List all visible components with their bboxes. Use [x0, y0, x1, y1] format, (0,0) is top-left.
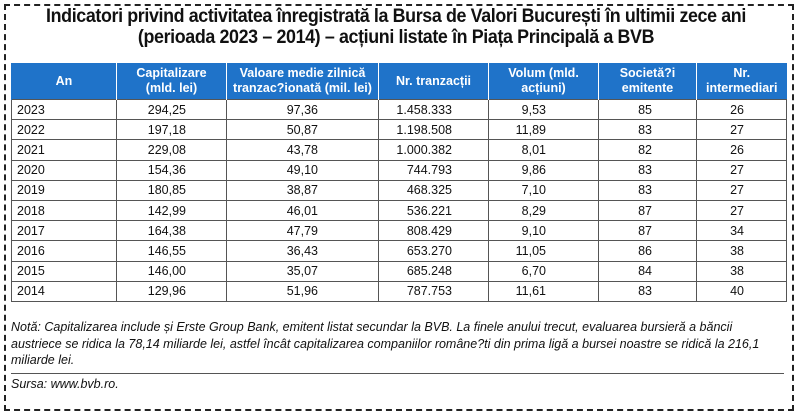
table-cell: 7,10 [489, 180, 599, 200]
table-cell: 1.458.333 [379, 100, 489, 120]
table-row [12, 281, 787, 301]
table-cell: 87 [599, 200, 697, 220]
table-cell: 2017 [12, 221, 117, 241]
table-cell: 154,36 [117, 160, 227, 180]
column-header-line: Capitalizare [136, 66, 207, 80]
table-cell: 51,96 [227, 281, 379, 301]
table-cell: 11,89 [489, 120, 599, 140]
table-cell: 83 [599, 180, 697, 200]
source-divider [11, 373, 784, 374]
table-row [12, 221, 787, 241]
table-cell: 9,10 [489, 221, 599, 241]
table-cell: 85 [599, 100, 697, 120]
table-cell: 685.248 [379, 261, 489, 281]
column-header-line: An [55, 73, 73, 88]
table-cell: 38 [697, 241, 787, 261]
table-cell: 129,96 [117, 281, 227, 301]
table-cell: 9,53 [489, 100, 599, 120]
table-cell: 87 [599, 221, 697, 241]
column-header [117, 63, 227, 100]
table-cell: 8,29 [489, 200, 599, 220]
table-cell: 1.198.508 [379, 120, 489, 140]
table-row [12, 241, 787, 261]
table-cell: 26 [697, 140, 787, 160]
table-cell: 26 [697, 100, 787, 120]
column-header [379, 63, 489, 100]
table-cell: 164,38 [117, 221, 227, 241]
column-header-line: emitente [621, 81, 674, 95]
table-cell: 11,61 [489, 281, 599, 301]
table-cell: 744.793 [379, 160, 489, 180]
table-row [12, 120, 787, 140]
table-cell: 2014 [12, 281, 117, 301]
table-cell: 27 [697, 200, 787, 220]
column-header-line: Societă?i [619, 66, 676, 80]
table-cell: 180,85 [117, 180, 227, 200]
table-row [12, 200, 787, 220]
table-cell: 787.753 [379, 281, 489, 301]
column-header-line: Valoare medie zilnică [239, 66, 366, 80]
table-row [12, 261, 787, 281]
source-text: Sursa: www.bvb.ro. [11, 377, 119, 391]
column-header [599, 63, 697, 100]
table-body [12, 100, 787, 302]
column-header [489, 63, 599, 100]
indicators-table [11, 63, 787, 302]
table-cell: 8,01 [489, 140, 599, 160]
table-cell: 38,87 [227, 180, 379, 200]
title-line-1: Indicatori privind activitatea înregistrată la Bursa de Valori București în ultimii zece ani [46, 6, 746, 27]
table-cell: 27 [697, 160, 787, 180]
table-cell: 2021 [12, 140, 117, 160]
table-cell: 83 [599, 120, 697, 140]
table-cell: 468.325 [379, 180, 489, 200]
table-cell: 142,99 [117, 200, 227, 220]
column-header-line: (mld. lei) [145, 81, 198, 95]
table-cell: 2018 [12, 200, 117, 220]
column-header-line: tranzac?ionată (mil. lei) [233, 81, 372, 95]
table-cell: 1.000.382 [379, 140, 489, 160]
table-cell: 2015 [12, 261, 117, 281]
table-cell: 294,25 [117, 100, 227, 120]
column-header [227, 63, 379, 100]
table-cell: 9,86 [489, 160, 599, 180]
table-cell: 536.221 [379, 200, 489, 220]
footnote: Notă: Capitalizarea include și Erste Group Bank, emitent listat secundar la BVB. La finele anului trecut, evaluarea bursieră a băncii austriece se ridica la 78,14 miliarde lei, astfel încât capitalizarea companiilor române?ti din prima ligă a bursei noastre se ridică la 216,1 miliarde lei. [11, 320, 760, 367]
table-cell: 82 [599, 140, 697, 160]
table-cell: 35,07 [227, 261, 379, 281]
table-cell: 11,05 [489, 241, 599, 261]
table-cell: 229,08 [117, 140, 227, 160]
table-cell: 146,55 [117, 241, 227, 261]
table-header-row [12, 63, 787, 100]
table-cell: 84 [599, 261, 697, 281]
column-header-line: Nr. intermediari [705, 66, 778, 95]
table-cell: 38 [697, 261, 787, 281]
table-cell: 50,87 [227, 120, 379, 140]
table-cell: 43,78 [227, 140, 379, 160]
table-cell: 2019 [12, 180, 117, 200]
column-header [697, 63, 787, 100]
table-cell: 83 [599, 281, 697, 301]
table-cell: 36,43 [227, 241, 379, 261]
table-cell: 97,36 [227, 100, 379, 120]
column-header [12, 63, 117, 100]
table-cell: 47,79 [227, 221, 379, 241]
table-cell: 27 [697, 180, 787, 200]
table-cell: 2022 [12, 120, 117, 140]
table-cell: 86 [599, 241, 697, 261]
column-header-line: acțiuni) [521, 81, 566, 95]
column-header-line: Volum (mld. [508, 66, 579, 80]
page-title [31, 6, 760, 48]
table-cell: 197,18 [117, 120, 227, 140]
table-cell: 146,00 [117, 261, 227, 281]
table-cell: 46,01 [227, 200, 379, 220]
table-cell: 49,10 [227, 160, 379, 180]
table-row [12, 160, 787, 180]
table-cell: 27 [697, 120, 787, 140]
table-row [12, 100, 787, 120]
table-cell: 2016 [12, 241, 117, 261]
table-row [12, 140, 787, 160]
column-header-line: Nr. tranzacții [395, 73, 472, 88]
table-cell: 808.429 [379, 221, 489, 241]
table-cell: 34 [697, 221, 787, 241]
table-cell: 83 [599, 160, 697, 180]
table-cell: 6,70 [489, 261, 599, 281]
table-cell: 2020 [12, 160, 117, 180]
table-cell: 2023 [12, 100, 117, 120]
title-line-2: (perioada 2023 – 2014) – acțiuni listate în Piața Principală a BVB [137, 27, 655, 48]
table-cell: 653.270 [379, 241, 489, 261]
table-row [12, 180, 787, 200]
table-cell: 40 [697, 281, 787, 301]
